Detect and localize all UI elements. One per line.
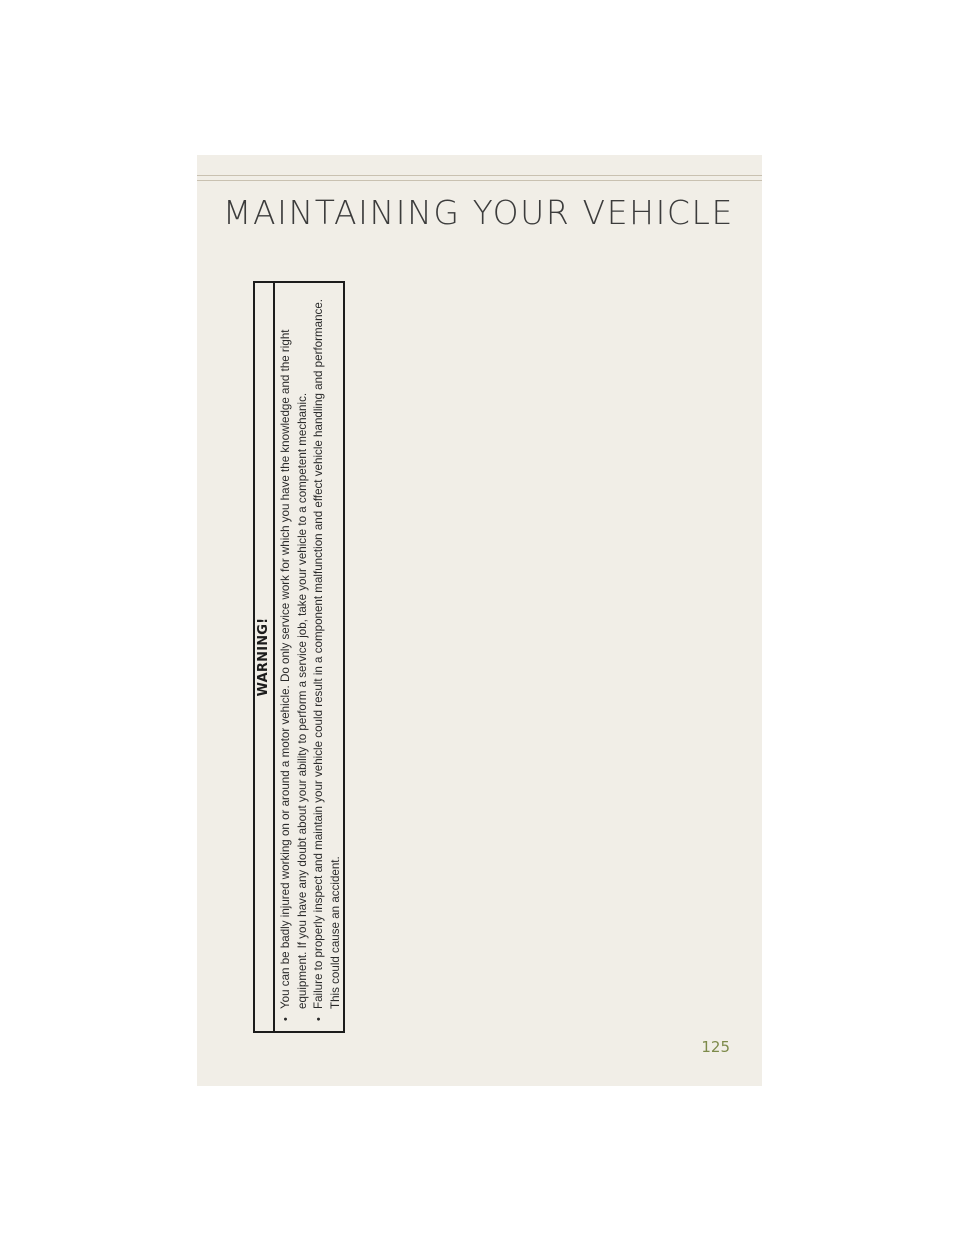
warning-item-text: Failure to properly inspect and maintain your vehicle could result in a component malfunction and effect vehicle handling and performance. This could cause an accident. <box>312 299 342 1009</box>
warning-item <box>311 291 344 1021</box>
warning-item-text: You can be badly injured working on or around a motor vehicle. Do only service work for which you have the knowledge and the right equipment. If you have any doubt about your ability to perform a service job, take your vehicle to a competent mechanic. <box>279 329 309 1009</box>
warning-box <box>253 281 345 1033</box>
warning-item <box>278 291 311 1021</box>
header-rule-top <box>197 175 762 176</box>
warning-title: WARNING! <box>256 617 271 697</box>
bullet-icon: • <box>313 1017 325 1021</box>
warning-header <box>255 283 275 1031</box>
warning-list <box>278 291 344 1021</box>
header-rule-bottom <box>197 180 762 181</box>
page-number: 125 <box>701 1038 730 1056</box>
bullet-icon: • <box>280 1017 292 1021</box>
section-title: MAINTAINING YOUR VEHICLE <box>222 193 734 232</box>
manual-page <box>197 155 762 1086</box>
